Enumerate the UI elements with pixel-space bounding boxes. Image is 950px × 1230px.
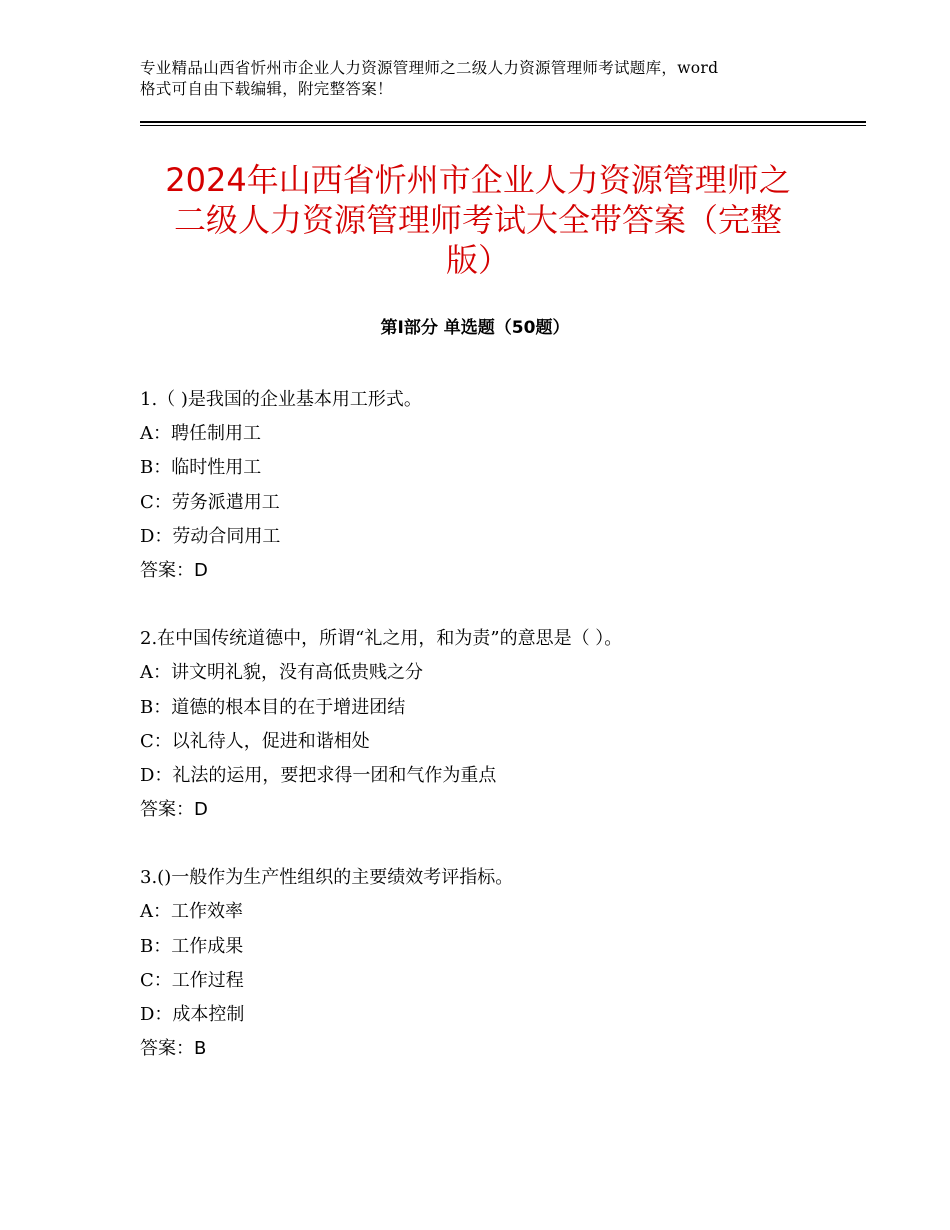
header-note-line-1: 专业精品山西省忻州市企业人力资源管理师之二级人力资源管理师考试题库，word [140, 59, 719, 77]
option-c: C：以礼待人，促进和谐相处 [140, 730, 370, 752]
question-2 [140, 622, 840, 827]
option-d: D：礼法的运用，要把求得一团和气作为重点 [140, 764, 497, 786]
question-stem: 3.()一般作为生产性组织的主要绩效考评指标。 [140, 867, 514, 889]
header-divider-thick [140, 121, 866, 123]
option-c: C：劳务派遣用工 [140, 491, 280, 513]
section-heading: 第Ⅰ部分 单选题（50题） [380, 318, 570, 338]
question-1 [140, 383, 840, 588]
question-stem: 2.在中国传统道德中，所谓“礼之用，和为责”的意思是（ ）。 [140, 628, 623, 650]
title-line-1: 2024年山西省忻州市企业人力资源管理师之 [165, 161, 791, 199]
option-d: D：劳动合同用工 [140, 525, 281, 547]
option-a: A：工作效率 [140, 901, 243, 923]
header-note [140, 58, 840, 100]
question-list [140, 383, 840, 1100]
title-line-3: 版） [445, 241, 510, 279]
option-c: C：工作过程 [140, 969, 244, 991]
document-title [140, 160, 816, 280]
option-a: A：聘任制用工 [140, 423, 261, 445]
option-b: B：工作成果 [140, 935, 244, 957]
option-d: D：成本控制 [140, 1004, 245, 1025]
answer: 答案：B [140, 1038, 207, 1060]
question-stem: 1.（ )是我国的企业基本用工形式。 [140, 389, 422, 410]
header-divider-thin [140, 125, 866, 126]
answer: 答案：D [140, 799, 208, 821]
answer: 答案：D [140, 559, 208, 581]
title-line-2: 二级人力资源管理师考试大全带答案（完整 [173, 201, 782, 239]
option-a: A：讲文明礼貌，没有高低贵贱之分 [140, 662, 423, 684]
option-b: B：道德的根本目的在于增进团结 [140, 696, 406, 718]
option-b: B：临时性用工 [140, 457, 262, 479]
header-note-line-2: 格式可自由下载编辑，附完整答案！ [140, 80, 393, 98]
question-3 [140, 861, 840, 1066]
